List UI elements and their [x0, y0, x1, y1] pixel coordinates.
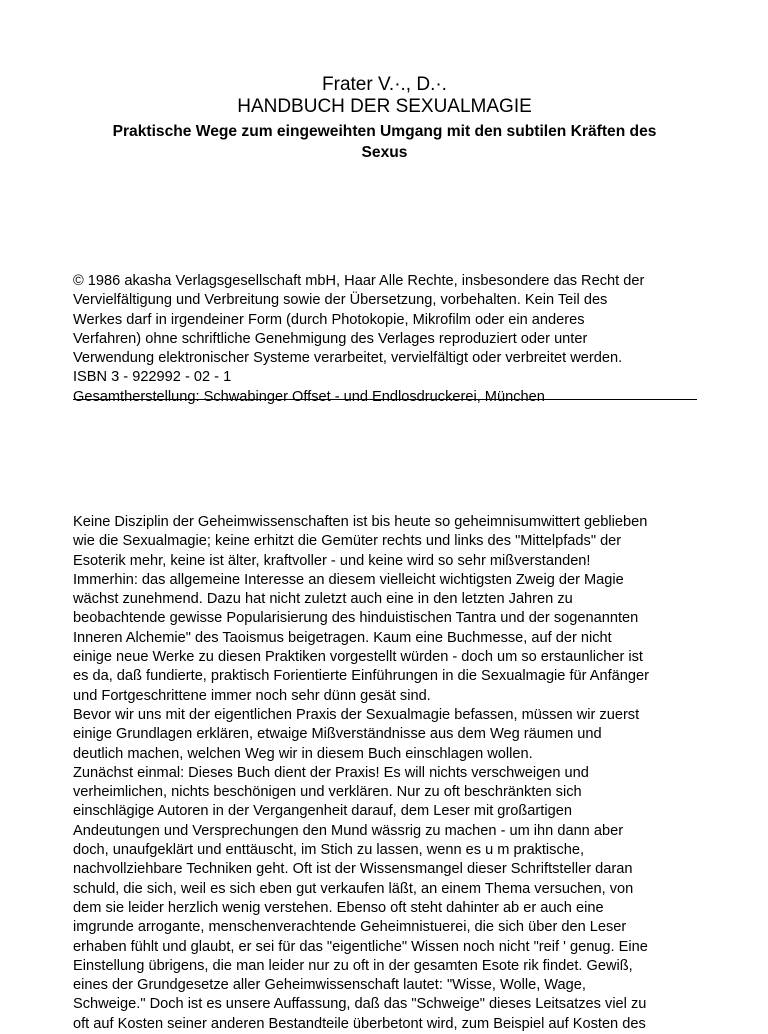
body-line: Esoterik mehr, keine ist älter, kraftvoller - und keine wird so sehr mißverstanden!	[73, 552, 591, 569]
body-line: Immerhin: das allgemeine Interesse an diesem vielleicht wichtigsten Zweig der Magie	[73, 571, 624, 588]
body-line: imgrunde arrogante, menschenverachtende Geheimnistuerei, die sich über den Leser	[73, 919, 627, 936]
body-line: Inneren Alchemie" des Taoismus beigetragen. Kaum eine Buchmesse, auf der nicht	[73, 629, 612, 646]
body-line: oft auf Kosten seiner anderen Bestandteile überbetont wird, zum Beispiel auf Kosten des	[73, 1015, 646, 1032]
body-line: Zunächst einmal: Dieses Buch dient der Praxis! Es will nichts verschweigen und	[73, 764, 589, 781]
body-line: beobachtende gewisse Popularisierung des hinduistischen Tantra und der sogenannten	[73, 610, 639, 627]
book-subtitle	[72, 121, 697, 163]
body-line: Schweige." Doch ist es unsere Auffassung, daß das "Schweige" dieses Leitsatzes viel zu	[73, 996, 647, 1013]
body-line: deutlich machen, welchen Weg wir in diesem Buch einschlagen wollen.	[73, 745, 533, 762]
book-title: HANDBUCH DER SEXUALMAGIE	[237, 96, 532, 117]
subtitle-line: Praktische Wege zum eingeweihten Umgang mit den subtilen Kräften des	[112, 123, 657, 140]
body-line: es da, daß fundierte, praktisch Forientierte Einführungen in die Sexualmagie für Anfänger	[73, 668, 649, 685]
body-line: Bevor wir uns mit der eigentlichen Praxis der Sexualmagie befassen, müssen wir zuerst	[73, 706, 640, 723]
imprint-line: Verwendung elektronischer Systeme verarbeitet, vervielfältigt oder verbreitet werden.	[73, 350, 623, 367]
isbn-line: ISBN 3 - 922992 - 02 - 1	[73, 369, 232, 386]
body-line: Einstellung übrigens, die man leider nur zu oft in der gesamten Esote rik findet. Gewiß,	[73, 957, 633, 974]
body-line: doch, unaufgeklärt und enttäuscht, im Stich zu lassen, wenn es u m praktische,	[73, 842, 585, 859]
imprint-line: Werkes darf in irgendeiner Form (durch Photokopie, Mikrofilm oder ein anderes	[73, 311, 585, 328]
body-line: einige Grundlagen erklären, etwaige Mißverständnisse aus dem Weg räumen und	[73, 726, 602, 743]
imprint-notice	[73, 272, 698, 407]
imprint-line: Vervielfältigung und Verbreitung sowie der Übersetzung, vorbehalten. Kein Teil des	[73, 292, 608, 309]
body-line: eines der Grundgesetze aller Geheimwissenschaft lautet: "Wisse, Wolle, Wage,	[73, 977, 586, 994]
author-name: Frater V.·., D.·.	[322, 74, 447, 95]
printer-line: Gesamtherstellung: Schwabinger Offset - und Endlosdruckerei, München	[73, 388, 545, 405]
body-line: erhaben fühlt und glaubt, er sei für das "eigentliche" Wissen noch nicht "reif ' genug. Eine	[73, 938, 648, 955]
body-line: wie die Sexualmagie; keine erhitzt die Gemüter rechts und links des "Mittelpfads" der	[73, 533, 622, 550]
body-line: nachvollziehbare Techniken geht. Oft ist der Wissensmangel dieser Schriftsteller daran	[73, 861, 633, 878]
body-line: und Fortgeschrittene immer noch sehr dünn gesät sind.	[73, 687, 431, 704]
body-line: schuld, die sich, weil es sich eben gut verkaufen läßt, an einem Thema versuchen, von	[73, 880, 634, 897]
subtitle-line: Sexus	[361, 144, 408, 161]
horizontal-rule	[73, 399, 697, 400]
body-line: verheimlichen, nichts beschönigen und verklären. Nur zu oft beschränkten sich	[73, 784, 582, 801]
imprint-line: © 1986 akasha Verlagsgesellschaft mbH, Haar Alle Rechte, insbesondere das Recht der	[73, 273, 645, 289]
body-line: Keine Disziplin der Geheimwissenschaften ist bis heute so geheimnisumwittert geblieben	[73, 514, 648, 530]
body-line: Andeutungen und Versprechungen den Mund wässrig zu machen - um ihn dann aber	[73, 822, 624, 839]
body-line: einige neue Werke zu diesen Praktiken vorgestellt würden - doch um so erstaunlicher ist	[73, 649, 643, 666]
body-line: einschlägige Autoren in der Vergangenheit darauf, dem Leser mit großartigen	[73, 803, 572, 820]
imprint-line: Verfahren) ohne schriftliche Genehmigung des Verlages reproduziert oder unter	[73, 330, 588, 347]
body-line: wächst zunehmend. Dazu hat nicht zuletzt auch eine in den letzten Jahren zu	[73, 591, 573, 608]
title-block	[72, 74, 697, 163]
body-text	[73, 513, 698, 1034]
body-line: dem sie leider herzlich wenig verstehen. Ebenso oft steht dahinter ab er auch eine	[73, 899, 604, 916]
